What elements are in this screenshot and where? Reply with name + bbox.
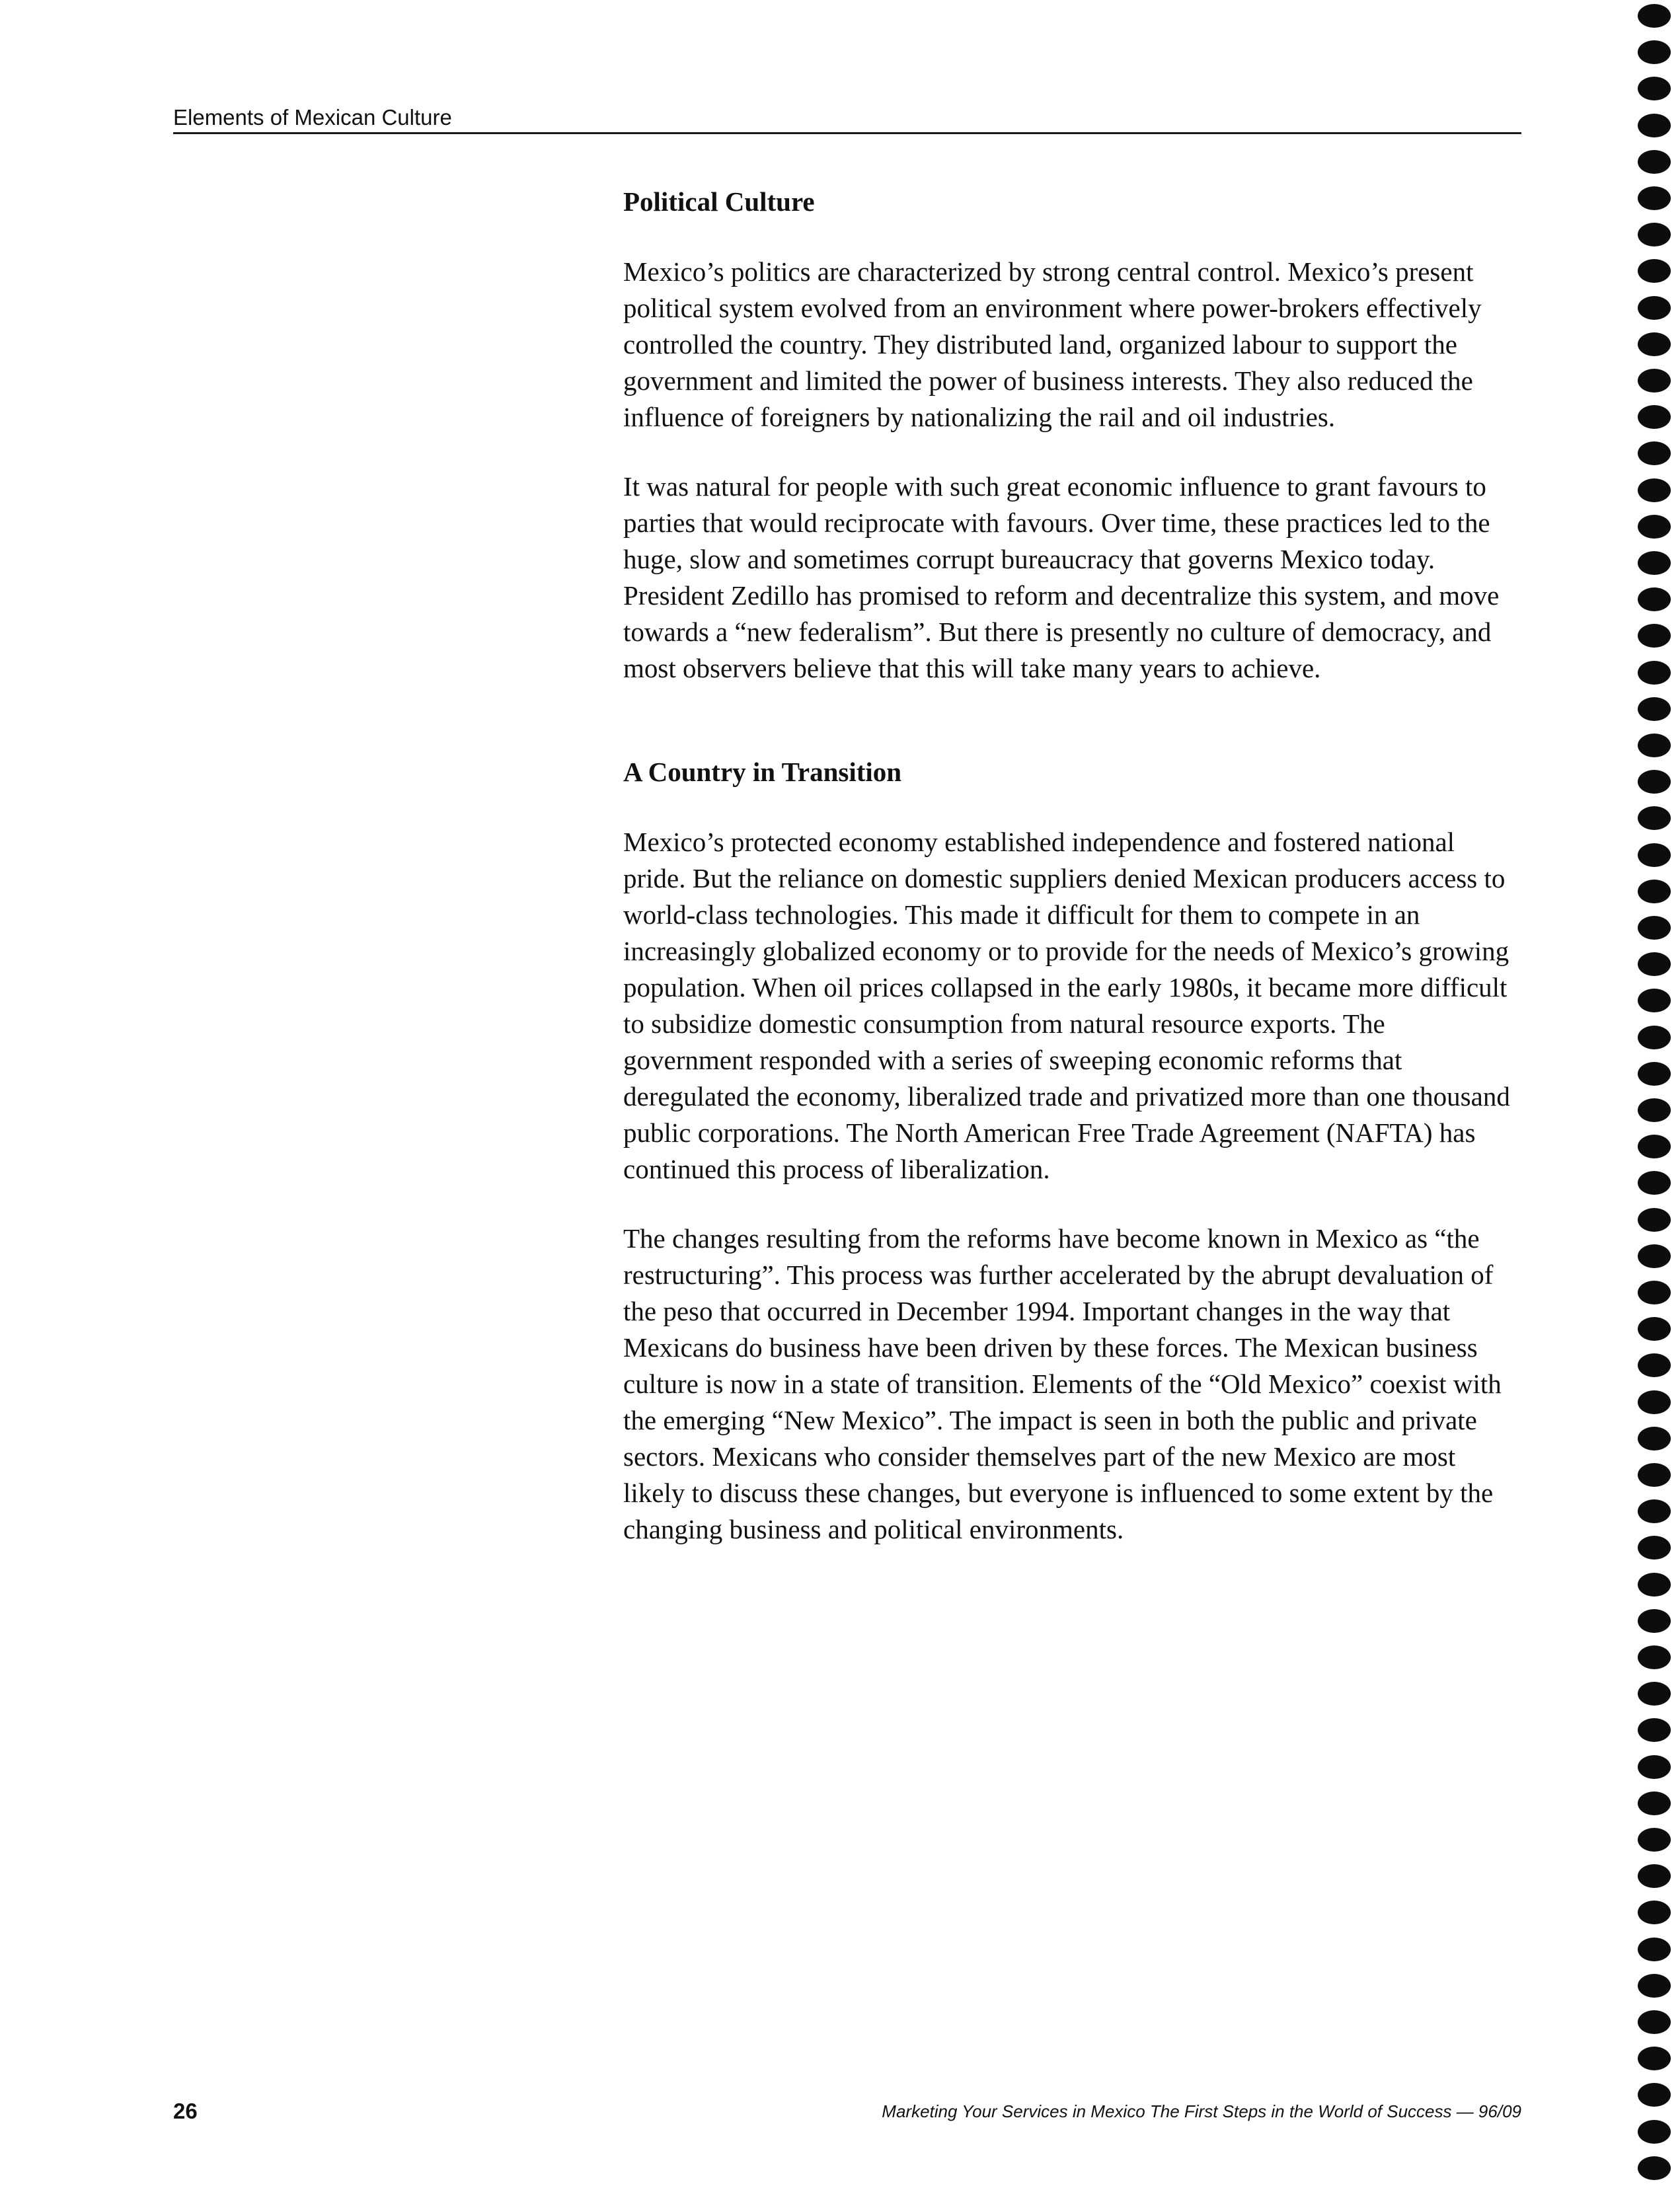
binding-hole xyxy=(1638,405,1671,429)
spiral-binding-holes xyxy=(1638,0,1677,2186)
binding-hole xyxy=(1638,1427,1671,1451)
binding-hole xyxy=(1638,1499,1671,1523)
binding-hole xyxy=(1638,624,1671,648)
binding-hole xyxy=(1638,1062,1671,1086)
binding-hole xyxy=(1638,1864,1671,1888)
binding-hole xyxy=(1638,441,1671,465)
binding-hole xyxy=(1638,697,1671,721)
binding-hole xyxy=(1638,1573,1671,1597)
paragraph: Mexico’s protected economy established independence and fostered national pride. But the reliance on domestic suppliers denied Mexican producers access to world-class technologies. This made it difficult for them to compete in an increasingly globalized economy or to provide for the needs of Mexico’s growing population. When oil prices collapsed in the early 1980s, it became more difficult to subsidize domestic consumption from natural resource exports. The government responded with a series of sweeping economic reforms that deregulated the economy, liberalized trade and privatized more than one thousand public corporations. The North American Free Trade Agreement (NAFTA) has continued this process of liberalization. xyxy=(623,827,1510,1184)
binding-hole xyxy=(1638,223,1671,246)
paragraph: The changes resulting from the reforms have become known in Mexico as “the restructuring”. This process was further accelerated by the abrupt devaluation of the peso that occurred in December 1994. Important changes in the way that Mexicans do business have been driven by these forces. The Mexican business culture is now in a state of transition. Elements of the “Old Mexico” coexist with the emerging “New Mexico”. The impact is seen in both the public and private sectors. Mexicans who consider themselves part of the new Mexico are most likely to discuss these changes, but everyone is influenced to some extent by the changing business and political environments. xyxy=(623,1223,1502,1544)
page-number: 26 xyxy=(173,2099,198,2123)
binding-hole xyxy=(1638,1974,1671,1998)
binding-hole xyxy=(1638,1938,1671,1961)
binding-hole xyxy=(1638,2010,1671,2034)
binding-hole xyxy=(1638,1682,1671,1706)
binding-hole xyxy=(1638,150,1671,174)
binding-hole xyxy=(1638,880,1671,903)
binding-hole xyxy=(1638,1828,1671,1852)
binding-hole xyxy=(1638,296,1671,320)
binding-hole xyxy=(1638,332,1671,356)
main-content xyxy=(623,185,1519,1581)
section-heading: A Country in Transition xyxy=(623,757,902,787)
paragraph: Mexico’s politics are characterized by strong central control. Mexico’s present political system evolved from an environment where power-brokers effectively controlled the country. They distributed land, organized labour to support the government and limited the power of business interests. They also reduced the influence of foreigners by nationalizing the rail and oil industries. xyxy=(623,256,1482,432)
binding-hole xyxy=(1638,4,1671,28)
binding-hole xyxy=(1638,661,1671,685)
binding-hole xyxy=(1638,770,1671,794)
binding-hole xyxy=(1638,989,1671,1012)
binding-hole xyxy=(1638,1135,1671,1158)
binding-hole xyxy=(1638,186,1671,210)
binding-hole xyxy=(1638,1718,1671,1742)
section-heading: Political Culture xyxy=(623,186,815,217)
binding-hole xyxy=(1638,916,1671,940)
binding-hole xyxy=(1638,587,1671,611)
binding-hole xyxy=(1638,515,1671,539)
binding-hole xyxy=(1638,77,1671,100)
binding-hole xyxy=(1638,1244,1671,1268)
binding-hole xyxy=(1638,2083,1671,2107)
binding-hole xyxy=(1638,843,1671,867)
running-header-title: Elements of Mexican Culture xyxy=(173,105,452,130)
binding-hole xyxy=(1638,1609,1671,1633)
running-header xyxy=(173,99,1521,134)
binding-hole xyxy=(1638,2156,1671,2180)
binding-hole xyxy=(1638,2047,1671,2070)
binding-hole xyxy=(1638,1317,1671,1341)
binding-hole xyxy=(1638,734,1671,757)
section-political-culture xyxy=(623,185,1519,687)
binding-hole xyxy=(1638,952,1671,976)
binding-hole xyxy=(1638,1026,1671,1049)
binding-hole xyxy=(1638,40,1671,64)
binding-hole xyxy=(1638,1353,1671,1377)
binding-hole xyxy=(1638,478,1671,502)
binding-hole xyxy=(1638,1098,1671,1122)
binding-hole xyxy=(1638,1791,1671,1815)
binding-hole xyxy=(1638,1171,1671,1195)
binding-hole xyxy=(1638,1536,1671,1560)
footer-publication-title: Marketing Your Services in Mexico The First Steps in the World of Success — 96/09 xyxy=(882,2101,1521,2121)
binding-hole xyxy=(1638,551,1671,575)
binding-hole xyxy=(1638,114,1671,137)
binding-hole xyxy=(1638,1645,1671,1669)
binding-hole xyxy=(1638,259,1671,283)
binding-hole xyxy=(1638,1281,1671,1304)
binding-hole xyxy=(1638,806,1671,830)
section-spacer xyxy=(623,720,1519,755)
binding-hole xyxy=(1638,1390,1671,1414)
binding-hole xyxy=(1638,1901,1671,1924)
binding-hole xyxy=(1638,1755,1671,1779)
binding-hole xyxy=(1638,369,1671,393)
binding-hole xyxy=(1638,1208,1671,1232)
section-country-in-transition xyxy=(623,755,1519,1548)
binding-hole xyxy=(1638,1463,1671,1487)
binding-hole xyxy=(1638,2120,1671,2144)
paragraph: It was natural for people with such great economic influence to grant favours to parties that would reciprocate with favours. Over time, these practices led to the huge, slow and sometimes corrupt bureaucracy that governs Mexico today. President Zedillo has promised to reform and decentralize this system, and move towards a “new federalism”. But there is presently no culture of democracy, and most observers believe that this will take many years to achieve. xyxy=(623,471,1500,683)
